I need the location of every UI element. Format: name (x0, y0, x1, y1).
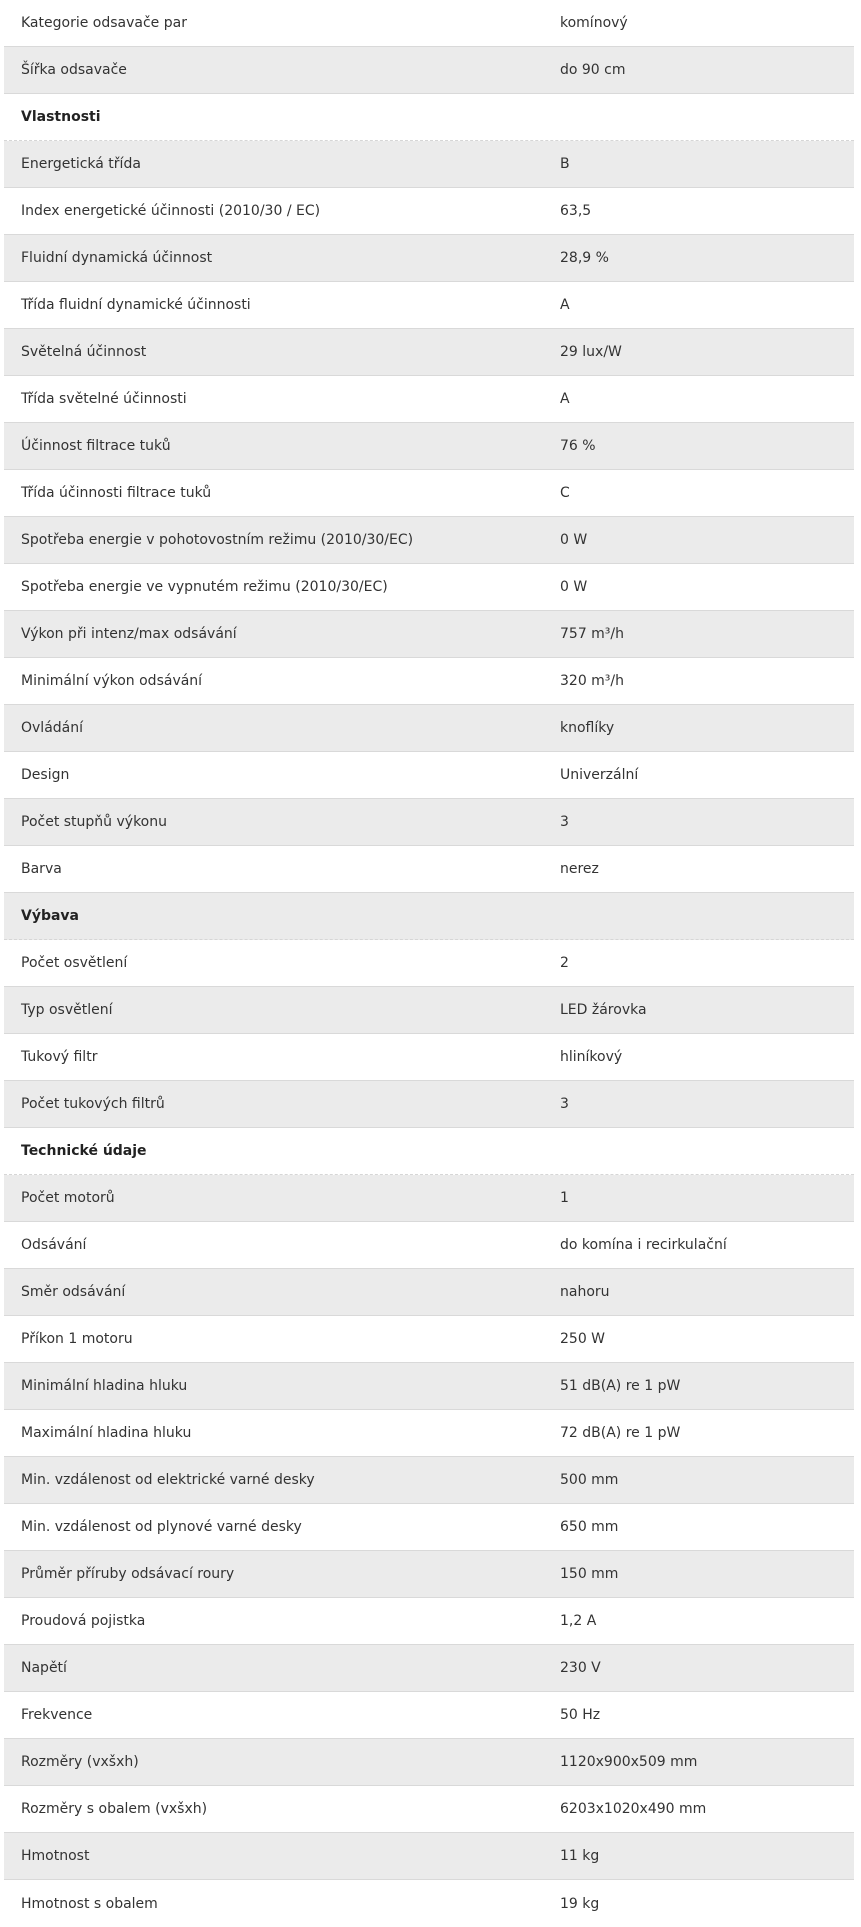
spec-row (4, 1175, 854, 1222)
spec-row (4, 1410, 854, 1457)
spec-value: 1120x900x509 mm (560, 1754, 698, 1770)
spec-row (4, 376, 854, 423)
section-heading: Vlastnosti (21, 109, 101, 125)
spec-label: Energetická třída (21, 156, 141, 172)
spec-row (4, 1457, 854, 1504)
spec-label: Třída účinnosti filtrace tuků (21, 485, 212, 501)
spec-label: Výkon při intenz/max odsávání (21, 626, 237, 642)
spec-label: Minimální výkon odsávání (21, 673, 203, 689)
spec-value: 51 dB(A) re 1 pW (560, 1378, 681, 1394)
spec-row (4, 987, 854, 1034)
spec-label: Ovládání (21, 720, 84, 736)
spec-value: Univerzální (560, 767, 639, 783)
spec-value: do 90 cm (560, 62, 626, 78)
spec-row (4, 940, 854, 987)
spec-label: Průměr příruby odsávací roury (21, 1566, 235, 1582)
spec-value: 19 kg (560, 1895, 600, 1912)
spec-value: 0 W (560, 579, 588, 595)
spec-value: 50 Hz (560, 1707, 601, 1723)
spec-row (4, 846, 854, 893)
spec-value: C (560, 485, 570, 501)
section-heading-row (4, 1128, 854, 1175)
spec-label: Hmotnost (21, 1848, 90, 1864)
spec-label: Spotřeba energie v pohotovostním režimu (2010/30/EC) (21, 532, 414, 548)
spec-label: Proudová pojistka (21, 1613, 146, 1629)
spec-label: Tukový filtr (21, 1049, 98, 1065)
spec-value: do komína i recirkulační (560, 1237, 727, 1253)
spec-label: Příkon 1 motoru (21, 1331, 133, 1347)
spec-value: nerez (560, 861, 599, 877)
spec-value: A (560, 391, 570, 407)
spec-label: Spotřeba energie ve vypnutém režimu (2010/30/EC) (21, 579, 388, 595)
spec-row (4, 1034, 854, 1081)
spec-value: 757 m³/h (560, 626, 625, 642)
spec-value: komínový (560, 15, 628, 31)
section-heading-row (4, 893, 854, 940)
spec-label: Frekvence (21, 1707, 93, 1723)
spec-value: 320 m³/h (560, 673, 625, 689)
spec-value: knoflíky (560, 720, 615, 736)
spec-row (4, 564, 854, 611)
spec-label: Rozměry (vxšxh) (21, 1754, 139, 1770)
spec-label: Třída fluidní dynamické účinnosti (21, 297, 251, 313)
spec-value: 11 kg (560, 1848, 600, 1864)
spec-row (4, 1316, 854, 1363)
spec-value: 650 mm (560, 1519, 619, 1535)
spec-label: Počet stupňů výkonu (21, 814, 167, 830)
section-heading-row (4, 94, 854, 141)
spec-row (4, 611, 854, 658)
spec-label: Hmotnost s obalem (21, 1895, 158, 1912)
spec-row (4, 1739, 854, 1786)
spec-row (4, 470, 854, 517)
spec-row (4, 658, 854, 705)
spec-value: 1 (560, 1190, 569, 1206)
spec-row (4, 1645, 854, 1692)
spec-row (4, 705, 854, 752)
spec-row (4, 1598, 854, 1645)
spec-label: Rozměry s obalem (vxšxh) (21, 1801, 208, 1817)
spec-row (4, 1786, 854, 1833)
spec-row (4, 1504, 854, 1551)
spec-row (4, 1833, 854, 1880)
spec-row (4, 141, 854, 188)
spec-value: 230 V (560, 1660, 601, 1676)
spec-label: Maximální hladina hluku (21, 1425, 192, 1441)
spec-label: Počet tukových filtrů (21, 1096, 165, 1112)
spec-value: 63,5 (560, 203, 592, 219)
spec-label: Barva (21, 861, 62, 877)
section-heading: Technické údaje (21, 1143, 147, 1159)
spec-value: 6203x1020x490 mm (560, 1801, 707, 1817)
spec-row (4, 0, 854, 47)
spec-label: Fluidní dynamická účinnost (21, 250, 213, 266)
spec-value: 150 mm (560, 1566, 619, 1582)
spec-label: Počet osvětlení (21, 955, 128, 971)
spec-value: 29 lux/W (560, 344, 622, 360)
spec-row (4, 1551, 854, 1598)
spec-row (4, 1363, 854, 1410)
spec-row (4, 799, 854, 846)
spec-value: 28,9 % (560, 250, 609, 266)
spec-label: Design (21, 767, 70, 783)
spec-label: Třída světelné účinnosti (21, 391, 187, 407)
spec-value: 500 mm (560, 1472, 619, 1488)
spec-label: Směr odsávání (21, 1284, 126, 1300)
spec-value: 3 (560, 1096, 569, 1112)
spec-value: 72 dB(A) re 1 pW (560, 1425, 681, 1441)
spec-value: A (560, 297, 570, 313)
spec-row (4, 282, 854, 329)
spec-label: Účinnost filtrace tuků (21, 438, 171, 454)
spec-label: Min. vzdálenost od plynové varné desky (21, 1519, 302, 1535)
spec-label: Šířka odsavače (21, 62, 127, 78)
spec-label: Minimální hladina hluku (21, 1378, 188, 1394)
spec-row (4, 752, 854, 799)
spec-value: 250 W (560, 1331, 606, 1347)
spec-label: Index energetické účinnosti (2010/30 / EC) (21, 203, 321, 219)
spec-value: B (560, 156, 570, 172)
spec-value: 3 (560, 814, 569, 830)
spec-row (4, 329, 854, 376)
spec-label: Odsávání (21, 1237, 87, 1253)
spec-row (4, 1081, 854, 1128)
spec-row (4, 1269, 854, 1316)
spec-table (4, 0, 854, 1927)
spec-value: 2 (560, 955, 569, 971)
spec-label: Typ osvětlení (21, 1002, 113, 1018)
spec-row (4, 188, 854, 235)
spec-label: Počet motorů (21, 1190, 115, 1206)
section-heading: Výbava (21, 908, 80, 924)
spec-label: Kategorie odsavače par (21, 15, 187, 31)
spec-value: hliníkový (560, 1049, 623, 1065)
spec-row (4, 235, 854, 282)
spec-value: LED žárovka (560, 1002, 647, 1018)
spec-row (4, 1222, 854, 1269)
spec-value: 0 W (560, 532, 588, 548)
spec-row (4, 1880, 854, 1927)
spec-label: Napětí (21, 1660, 67, 1676)
spec-value: 1,2 A (560, 1613, 597, 1629)
spec-label: Min. vzdálenost od elektrické varné desky (21, 1472, 315, 1488)
spec-row (4, 517, 854, 564)
spec-value: nahoru (560, 1284, 610, 1300)
spec-row (4, 47, 854, 94)
spec-row (4, 423, 854, 470)
spec-value: 76 % (560, 438, 596, 454)
spec-row (4, 1692, 854, 1739)
spec-label: Světelná účinnost (21, 344, 147, 360)
